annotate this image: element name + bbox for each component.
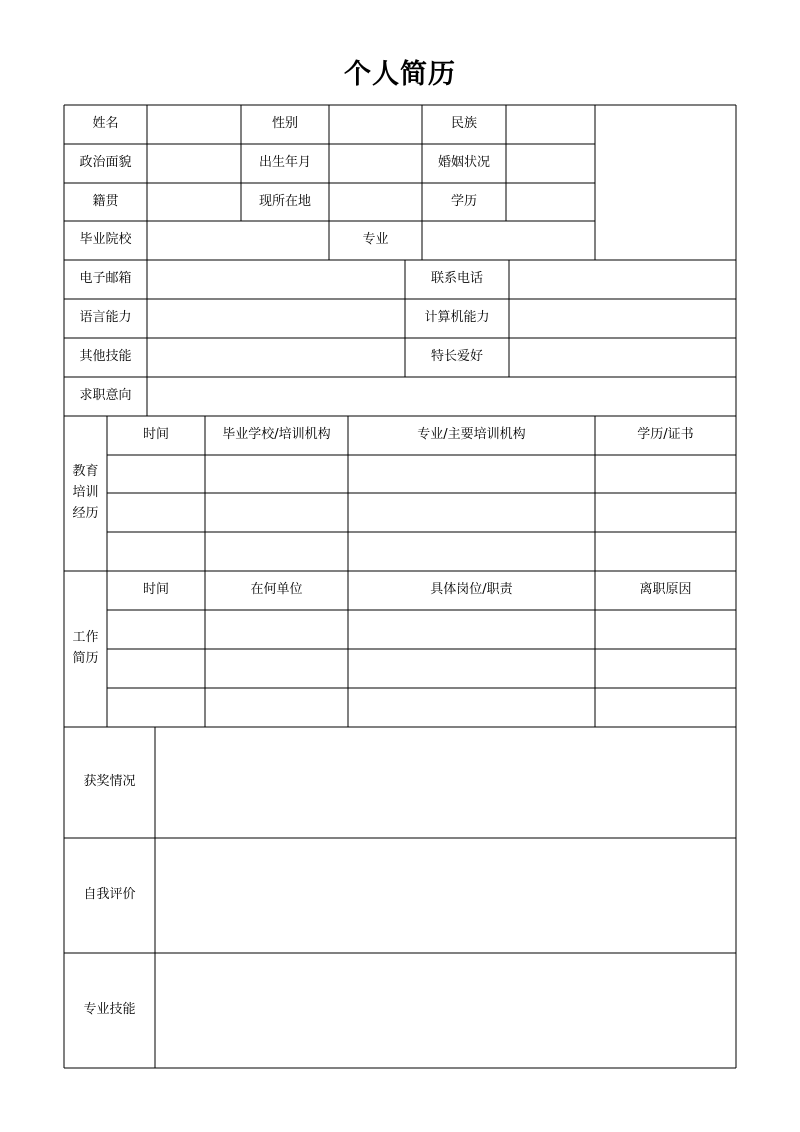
graduate-school-label: 毕业院校: [79, 232, 132, 248]
work-header-leave-reason: 离职原因: [639, 582, 692, 598]
professional-skills-label: 专业技能: [83, 1002, 136, 1018]
hobbies-label: 特长爱好: [430, 349, 483, 365]
language-label: 语言能力: [79, 310, 132, 326]
current-location-field[interactable]: [329, 183, 422, 221]
marital-status-field[interactable]: [506, 144, 595, 183]
other-skills-field[interactable]: [147, 338, 405, 377]
education-section-label: 教育 培训 经历: [72, 464, 99, 521]
education-header-time: 时间: [142, 427, 169, 443]
awards-field[interactable]: [155, 727, 736, 838]
birth-date-label: 出生年月: [258, 155, 311, 171]
education-header-major: 专业/主要培训机构: [417, 427, 526, 443]
computer-label: 计算机能力: [424, 310, 490, 326]
native-place-label: 籍贯: [92, 193, 119, 209]
language-field[interactable]: [147, 299, 405, 338]
major-field[interactable]: [422, 221, 595, 260]
education-row[interactable]: [107, 455, 736, 493]
current-location-label: 现所在地: [258, 193, 311, 209]
work-row[interactable]: [107, 688, 736, 727]
gender-field[interactable]: [329, 105, 422, 144]
work-row[interactable]: [107, 610, 736, 649]
ethnicity-field[interactable]: [506, 105, 595, 144]
work-header-position: 具体岗位/职责: [430, 582, 513, 598]
other-skills-label: 其他技能: [79, 349, 132, 365]
native-place-field[interactable]: [147, 183, 241, 221]
ethnicity-label: 民族: [450, 116, 477, 132]
phone-field[interactable]: [509, 260, 736, 299]
major-label: 专业: [362, 232, 389, 248]
work-row[interactable]: [107, 649, 736, 688]
job-intention-label: 求职意向: [79, 388, 132, 404]
self-evaluation-label: 自我评价: [83, 887, 136, 903]
political-status-field[interactable]: [147, 144, 241, 183]
birth-date-field[interactable]: [329, 144, 422, 183]
work-header-time: 时间: [142, 582, 169, 598]
name-label: 姓名: [92, 116, 119, 132]
work-section-label: 工作 简历: [72, 630, 99, 666]
work-header-employer: 在何单位: [250, 582, 303, 598]
education-level-label: 学历: [450, 193, 477, 209]
hobbies-field[interactable]: [509, 338, 736, 377]
education-header-degree: 学历/证书: [637, 427, 694, 443]
education-row[interactable]: [107, 532, 736, 571]
page-title: 个人简历: [344, 59, 456, 90]
job-intention-field[interactable]: [147, 377, 736, 416]
graduate-school-field[interactable]: [147, 221, 329, 260]
gender-label: 性别: [271, 116, 298, 132]
email-field[interactable]: [147, 260, 405, 299]
self-evaluation-field[interactable]: [155, 838, 736, 953]
education-row[interactable]: [107, 493, 736, 532]
professional-skills-field[interactable]: [155, 953, 736, 1068]
phone-label: 联系电话: [430, 271, 483, 287]
computer-field[interactable]: [509, 299, 736, 338]
awards-label: 获奖情况: [83, 774, 136, 790]
education-header-school: 毕业学校/培训机构: [222, 427, 331, 443]
education-level-field[interactable]: [506, 183, 595, 221]
name-field[interactable]: [147, 105, 241, 144]
email-label: 电子邮箱: [79, 271, 132, 287]
marital-status-label: 婚姻状况: [437, 155, 490, 171]
photo-area[interactable]: [595, 105, 736, 260]
political-status-label: 政治面貌: [79, 155, 132, 171]
